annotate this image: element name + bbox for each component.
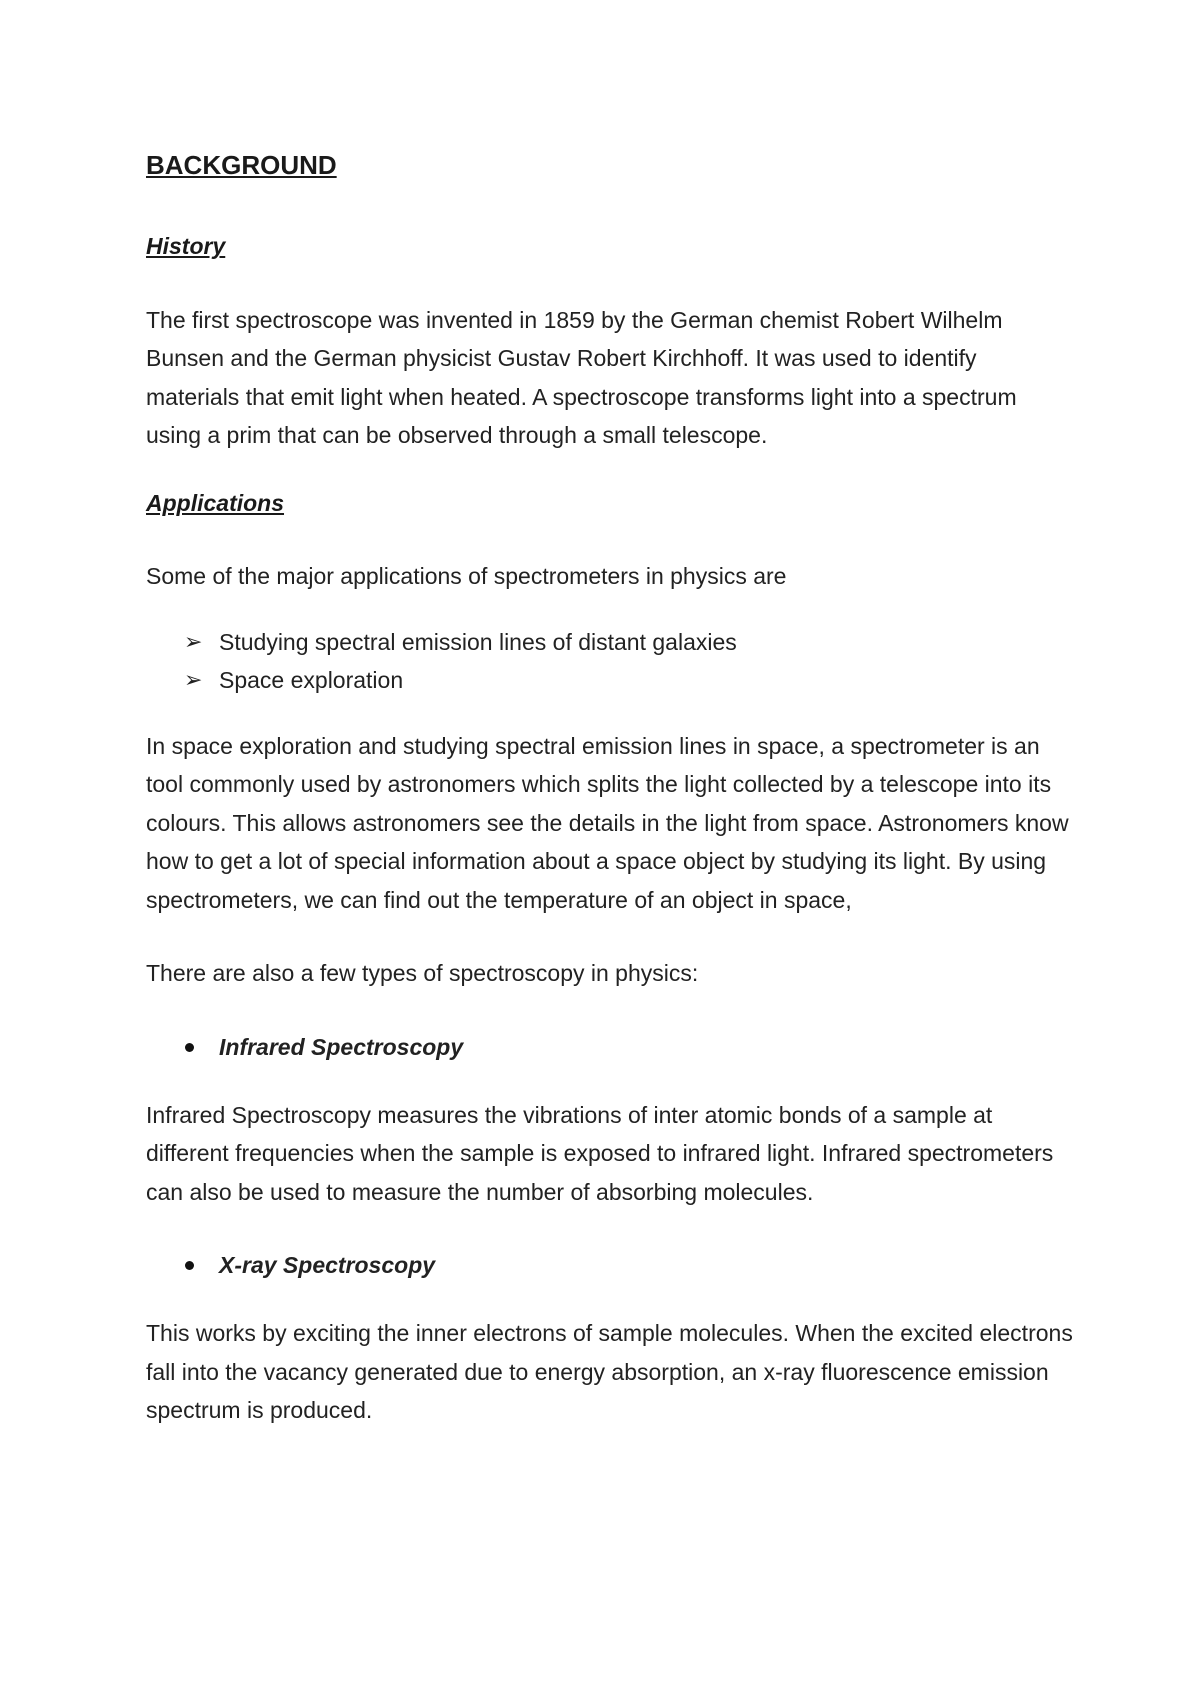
list-item: [146, 661, 1076, 699]
applications-paragraph: In space exploration and studying spectral emission lines in space, a spectrometer is an tool commonly used by astronomers which splits the light collected by a telescope into its colours. This allows astronomers see the details in the light from space. Astronomers know how to get a lot of special information about a space object by studying its light. By using spectrometers, we can find out the temperature of an object in space,: [146, 732, 1069, 913]
list-item-text: Space exploration: [219, 666, 404, 693]
infrared-heading: [146, 1028, 1076, 1066]
applications-intro: Some of the major applications of spectrometers in physics are: [146, 563, 787, 590]
history-paragraph: The first spectroscope was invented in 1859 by the German chemist Robert Wilhelm Bunsen and the German physicist Gustav Robert Kirchhoff. It was used to identify materials that emit light when heated. A spectroscope transforms light into a spectrum using a prim that can be observed through a small telescope.: [146, 306, 1017, 449]
arrow-bullet-icon: ➢: [184, 628, 203, 654]
history-heading: History: [146, 233, 226, 260]
arrow-bullet-icon: ➢: [184, 666, 203, 692]
page-title: BACKGROUND: [146, 150, 337, 180]
applications-heading: Applications: [146, 489, 285, 516]
xray-heading-text: X-ray Spectroscopy: [219, 1252, 436, 1279]
xray-heading: [146, 1246, 1076, 1284]
infrared-heading-text: Infrared Spectroscopy: [219, 1033, 464, 1060]
list-item-text: Studying spectral emission lines of distant galaxies: [219, 628, 737, 655]
applications-list: [146, 623, 1076, 699]
bullet-dot-icon: [185, 1261, 194, 1270]
list-item: [146, 623, 1076, 661]
types-intro: There are also a few types of spectroscopy in physics:: [146, 960, 699, 987]
bullet-dot-icon: [185, 1043, 194, 1052]
xray-paragraph: This works by exciting the inner electrons of sample molecules. When the excited electrons fall into the vacancy generated due to energy absorption, an x-ray fluorescence emission spectrum is produced.: [146, 1320, 1073, 1424]
document-page: [146, 150, 1076, 1465]
infrared-paragraph: Infrared Spectroscopy measures the vibrations of inter atomic bonds of a sample at different frequencies when the sample is exposed to infrared light. Infrared spectrometers can also be used to measure the number of absorbing molecules.: [146, 1101, 1054, 1205]
